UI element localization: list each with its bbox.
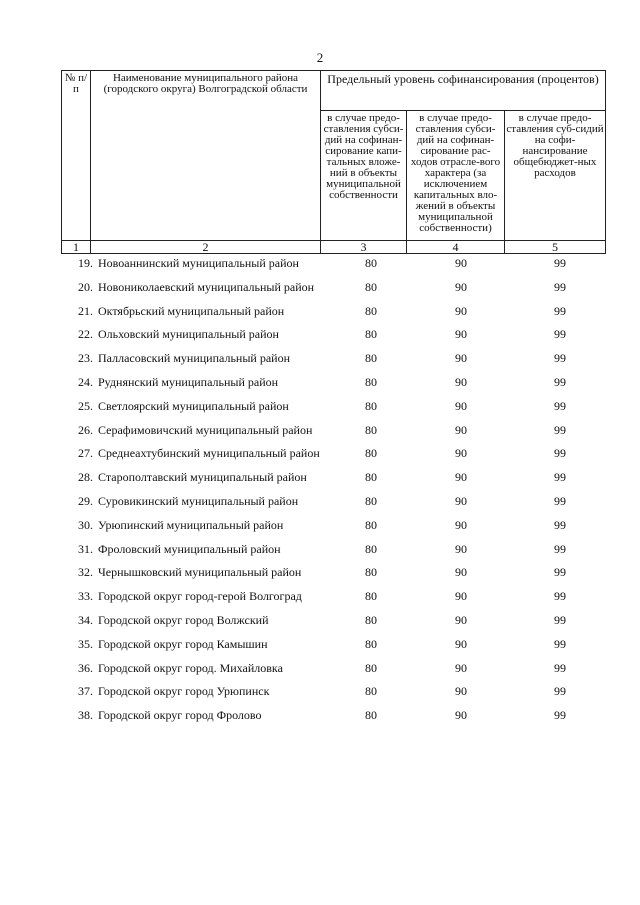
table-row	[61, 399, 611, 419]
value-general: 99	[554, 660, 566, 675]
value-general: 99	[554, 327, 566, 342]
value-capital: 80	[365, 494, 377, 508]
value-sectoral: 90	[455, 589, 467, 604]
value-capital: 80	[365, 470, 377, 485]
value-sectoral: 90	[455, 375, 467, 389]
value-sectoral: 90	[455, 565, 467, 580]
value-sectoral: 90	[455, 541, 467, 556]
row-number: 28.	[78, 470, 93, 485]
value-general: 99	[554, 684, 566, 699]
value-general: 99	[554, 256, 566, 270]
value-sectoral: 90	[455, 660, 467, 675]
table-row	[61, 589, 611, 609]
value-sectoral: 90	[455, 422, 467, 437]
table-row	[61, 375, 611, 395]
district-name: Городской округ город. Михайловка	[98, 660, 283, 675]
district-name: Городской округ город Камышин	[98, 636, 268, 651]
value-sectoral: 90	[455, 327, 467, 342]
table-row	[61, 684, 611, 704]
district-name: Городской округ город Волжский	[98, 613, 269, 627]
value-capital: 80	[365, 256, 377, 270]
value-capital: 80	[365, 446, 377, 461]
value-sectoral: 90	[455, 470, 467, 485]
district-name: Руднянский муниципальный район	[98, 375, 279, 389]
row-number: 25.	[78, 398, 93, 413]
district-name: Городской округ город Урюпинск	[98, 684, 270, 699]
value-capital: 80	[365, 636, 377, 651]
value-capital: 80	[365, 565, 377, 580]
value-general: 99	[554, 398, 566, 413]
district-name: Новоаннинский муниципальный район	[98, 256, 299, 270]
row-number: 19.	[78, 256, 93, 270]
header-col-name: Наименование муниципального района (городского округа) Волгоградской области	[91, 71, 321, 241]
table-row	[61, 565, 611, 585]
table-row	[61, 708, 611, 728]
value-sectoral: 90	[455, 303, 467, 318]
row-number: 20.	[78, 279, 93, 294]
row-number: 36.	[78, 660, 93, 675]
district-name: Городской округ город Фролово	[98, 708, 262, 723]
row-number: 29.	[78, 494, 93, 508]
header-col-group: Предельный уровень софинансирования (процентов)	[321, 71, 606, 111]
header-sub-4: в случае предо-ставления субси-дий на софинан-сирование рас-ходов отрасле-вого характера (за исключением капитальных вло-жений в объекты муниципальной собственности)	[407, 111, 505, 241]
row-number: 22.	[78, 327, 93, 342]
row-number: 21.	[78, 303, 93, 318]
value-general: 99	[554, 422, 566, 437]
table-row	[61, 256, 611, 276]
value-general: 99	[554, 303, 566, 318]
district-name: Палласовский муниципальный район	[98, 351, 290, 366]
row-number: 23.	[78, 351, 93, 366]
table-row	[61, 470, 611, 490]
district-name: Ольховский муниципальный район	[98, 327, 279, 342]
value-capital: 80	[365, 517, 377, 532]
value-sectoral: 90	[455, 446, 467, 461]
value-capital: 80	[365, 398, 377, 413]
table-row	[61, 613, 611, 633]
value-general: 99	[554, 541, 566, 556]
table-row	[61, 637, 611, 657]
value-sectoral: 90	[455, 279, 467, 294]
value-sectoral: 90	[455, 517, 467, 532]
value-general: 99	[554, 613, 566, 627]
value-general: 99	[554, 589, 566, 604]
header-number-4: 4	[407, 241, 505, 254]
value-sectoral: 90	[455, 613, 467, 627]
district-name: Новониколаевский муниципальный район	[98, 279, 315, 294]
value-general: 99	[554, 446, 566, 461]
header-number-3: 3	[321, 241, 407, 254]
row-number: 24.	[78, 375, 93, 389]
value-capital: 80	[365, 660, 377, 675]
row-number: 27.	[78, 446, 93, 461]
value-general: 99	[554, 470, 566, 485]
value-sectoral: 90	[455, 256, 467, 270]
table-row	[61, 494, 611, 514]
header-number-5: 5	[505, 241, 606, 254]
table-row	[61, 304, 611, 324]
value-capital: 80	[365, 589, 377, 604]
district-name: Чернышковский муниципальный район	[98, 565, 302, 580]
value-capital: 80	[365, 708, 377, 723]
table-row	[61, 446, 611, 466]
value-sectoral: 90	[455, 708, 467, 723]
page-number: 2	[316, 50, 324, 65]
row-number: 35.	[78, 636, 93, 651]
district-name: Урюпинский муниципальный район	[98, 517, 284, 532]
row-number: 33.	[78, 589, 93, 604]
value-sectoral: 90	[455, 351, 467, 366]
value-capital: 80	[365, 684, 377, 699]
table-header	[61, 70, 606, 254]
value-sectoral: 90	[455, 684, 467, 699]
value-general: 99	[554, 636, 566, 651]
value-sectoral: 90	[455, 494, 467, 508]
table-row	[61, 327, 611, 347]
row-number: 31.	[78, 541, 93, 556]
row-number: 30.	[78, 517, 93, 532]
district-name: Фроловский муниципальный район	[98, 541, 281, 556]
value-capital: 80	[365, 279, 377, 294]
value-capital: 80	[365, 327, 377, 342]
row-number: 37.	[78, 684, 93, 699]
row-number: 26.	[78, 422, 93, 437]
value-capital: 80	[365, 541, 377, 556]
value-general: 99	[554, 351, 566, 366]
district-name: Серафимовичский муниципальный район	[98, 422, 313, 437]
value-general: 99	[554, 494, 566, 508]
table-row	[61, 542, 611, 562]
value-capital: 80	[365, 351, 377, 366]
row-number: 38.	[78, 708, 93, 723]
value-sectoral: 90	[455, 636, 467, 651]
district-name: Октябрьский муниципальный район	[98, 303, 285, 318]
value-capital: 80	[365, 422, 377, 437]
table-row	[61, 423, 611, 443]
value-capital: 80	[365, 375, 377, 389]
header-sub-3: в случае предо-ставления субси-дий на софинан-сирование капи-тальных вложе-ний в объекты муниципальной собственности	[321, 111, 407, 241]
header-number-1: 1	[62, 241, 91, 254]
header-number-2: 2	[91, 241, 321, 254]
district-name: Суровикинский муниципальный район	[98, 494, 299, 508]
value-general: 99	[554, 565, 566, 580]
district-name: Городской округ город-герой Волгоград	[98, 589, 302, 604]
value-capital: 80	[365, 613, 377, 627]
table-row	[61, 518, 611, 538]
value-general: 99	[554, 708, 566, 723]
value-general: 99	[554, 517, 566, 532]
value-sectoral: 90	[455, 398, 467, 413]
table-row	[61, 351, 611, 371]
row-number: 34.	[78, 613, 93, 627]
header-sub-5: в случае предо-ставления суб-сидий на софи-нансирование общебюджет-ных расходов	[505, 111, 606, 241]
district-name: Среднеахтубинский муниципальный район	[98, 446, 320, 461]
header-col-num: № п/п	[62, 71, 91, 241]
district-name: Старополтавский муниципальный район	[98, 470, 307, 485]
value-capital: 80	[365, 303, 377, 318]
district-name: Светлоярский муниципальный район	[98, 398, 289, 413]
row-number: 32.	[78, 565, 93, 580]
value-general: 99	[554, 279, 566, 294]
value-general: 99	[554, 375, 566, 389]
table-row	[61, 661, 611, 681]
table-row	[61, 280, 611, 300]
